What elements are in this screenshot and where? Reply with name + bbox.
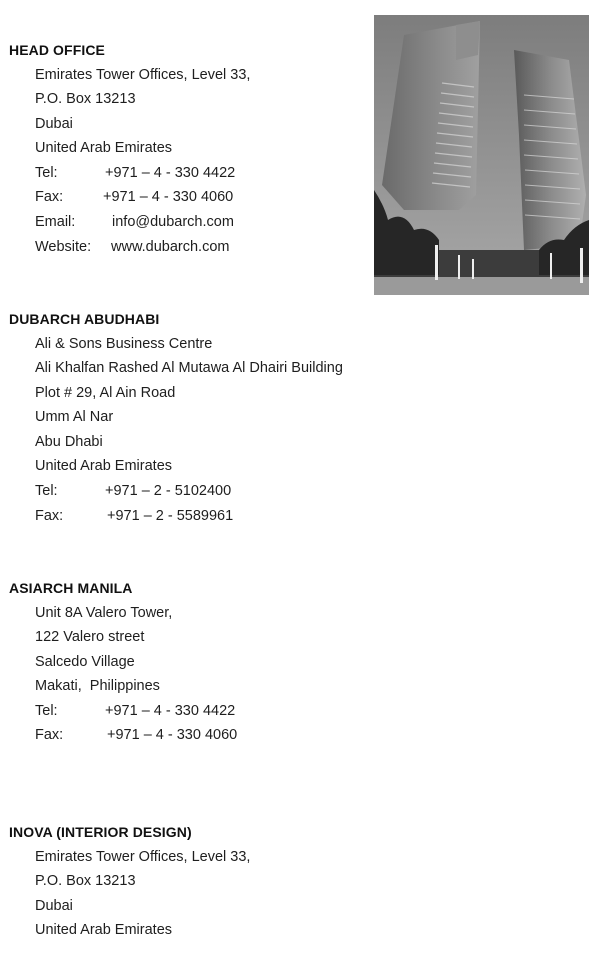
- tel-label: Tel:: [35, 164, 58, 181]
- address-line: Plot # 29, Al Ain Road: [35, 384, 176, 401]
- tel-label: Tel:: [35, 702, 58, 719]
- website-link[interactable]: www.dubarch.com: [111, 238, 230, 255]
- building-photo: [374, 15, 589, 295]
- head-office-heading: HEAD OFFICE: [9, 42, 105, 58]
- website-label: Website:: [35, 238, 92, 255]
- fax-row: [9, 185, 250, 210]
- abudhabi-office-heading: DUBARCH ABUDHABI: [9, 311, 160, 327]
- tel-label: Tel:: [35, 483, 58, 500]
- address-line: Dubai: [35, 897, 73, 914]
- tel-value: +971 – 4 - 330 4422: [105, 164, 236, 181]
- fax-row: [9, 504, 343, 529]
- address-line: Unit 8A Valero Tower,: [35, 604, 173, 621]
- tel-row: [9, 479, 343, 504]
- address-line: P.O. Box 13213: [35, 873, 136, 890]
- tel-value: +971 – 4 - 330 4422: [105, 702, 236, 719]
- address-line: Emirates Tower Offices, Level 33,: [35, 66, 251, 83]
- address-line: Salcedo Village: [35, 653, 135, 670]
- fax-label: Fax:: [35, 507, 64, 524]
- manila-office-heading: ASIARCH MANILA: [9, 580, 133, 596]
- address-line: Makati, Philippines: [35, 678, 160, 695]
- address-line: Emirates Tower Offices, Level 33,: [35, 848, 251, 865]
- address-line: Ali Khalfan Rashed Al Mutawa Al Dhairi Building: [35, 360, 343, 377]
- address-line: Abu Dhabi: [35, 433, 103, 450]
- email-row: [9, 210, 250, 235]
- tel-value: +971 – 2 - 5102400: [105, 483, 232, 500]
- fax-value: +971 – 4 - 330 4060: [107, 727, 238, 744]
- fax-label: Fax:: [35, 189, 64, 206]
- inova-office-heading: INOVA (INTERIOR DESIGN): [9, 824, 192, 840]
- address-line: United Arab Emirates: [35, 922, 173, 939]
- email-label: Email:: [35, 214, 76, 231]
- abudhabi-office-section: [9, 307, 343, 528]
- website-row: [9, 235, 250, 260]
- email-link[interactable]: info@dubarch.com: [112, 214, 234, 231]
- address-line: Ali & Sons Business Centre: [35, 335, 213, 352]
- head-office-section: [9, 38, 250, 259]
- manila-office-section: [9, 576, 237, 748]
- address-line: United Arab Emirates: [35, 458, 173, 475]
- fax-value: +971 – 2 - 5589961: [107, 507, 234, 524]
- address-line: United Arab Emirates: [35, 140, 173, 157]
- fax-value: +971 – 4 - 330 4060: [103, 189, 234, 206]
- address-line: Dubai: [35, 115, 73, 132]
- address-line: Umm Al Nar: [35, 409, 114, 426]
- emirates-towers-image: [374, 15, 589, 295]
- address-line: P.O. Box 13213: [35, 91, 136, 108]
- fax-row: [9, 723, 237, 748]
- tel-row: [9, 699, 237, 724]
- inova-office-section: [9, 820, 250, 943]
- fax-label: Fax:: [35, 727, 64, 744]
- address-line: 122 Valero street: [35, 629, 145, 646]
- tel-row: [9, 161, 250, 186]
